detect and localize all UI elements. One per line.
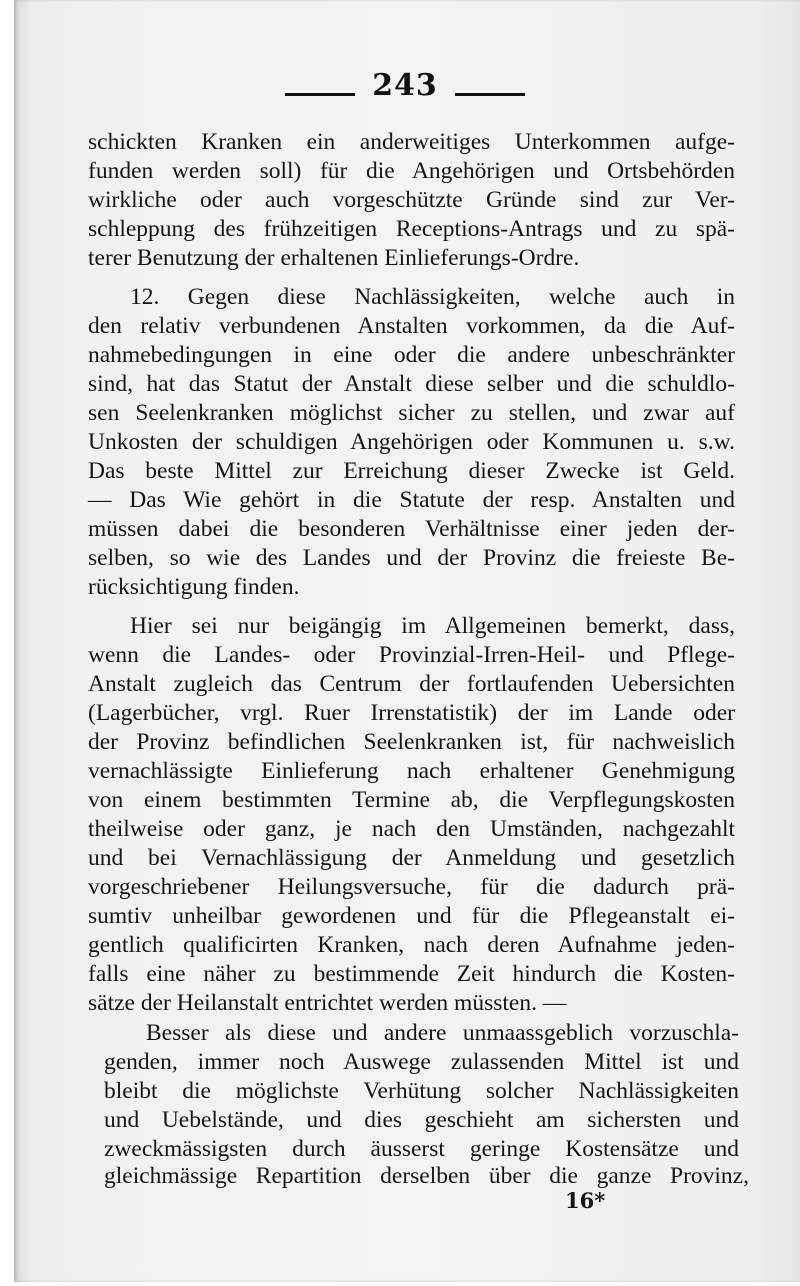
- text-line: vorgeschriebener Heilungsversuche, für die dadurch prä-: [88, 874, 735, 900]
- text-line: sätze der Heilanstalt entrichtet werden müssten. —: [88, 990, 567, 1016]
- text-line: funden werden soll) für die Angehörigen und Ortsbehörden: [88, 158, 735, 184]
- text-line: Unkosten der schuldigen Angehörigen oder Kommunen u. s.w.: [88, 429, 735, 455]
- text-line: sind, hat das Statut der Anstalt diese selber und die schuldlo-: [88, 371, 735, 397]
- text-line: zweckmässigsten durch äusserst geringe Kostensätze und: [104, 1136, 739, 1162]
- text-line: — Das Wie gehört in die Statute der resp. Anstalten und: [88, 487, 735, 513]
- text-line: (Lagerbücher, vrgl. Ruer Irrenstatistik) der im Lande oder: [88, 700, 735, 726]
- text-line: der Provinz befindlichen Seelenkranken ist, für nachweislich: [88, 729, 735, 755]
- text-line: müssen dabei die besonderen Verhältnisse einer jeden der-: [88, 516, 735, 542]
- text-line: gleichmässige Repartition derselben über die ganze Provinz,: [104, 1163, 749, 1189]
- text-line: Hier sei nur beigängig im Allgemeinen bemerkt, dass,: [130, 613, 735, 639]
- text-line: Besser als diese und andere unmaassgeblich vorzuschla-: [146, 1020, 739, 1046]
- page-header: [0, 66, 800, 106]
- text-line: und bei Vernachlässigung der Anmeldung und gesetzlich: [88, 845, 735, 871]
- text-line: von einem bestimmten Termine ab, die Verpflegungskosten: [88, 787, 735, 813]
- signature-mark: 16*: [565, 1188, 606, 1213]
- text-line: bleibt die möglichste Verhütung solcher Nachlässigkeiten: [104, 1078, 739, 1104]
- header-rule-left: [285, 93, 355, 96]
- text-line: rücksichtigung finden.: [88, 574, 300, 600]
- text-line: nahmebedingungen in eine oder die andere unbeschränkter: [88, 342, 735, 368]
- header-rule-right: [455, 93, 525, 96]
- text-line: Das beste Mittel zur Erreichung dieser Zwecke ist Geld.: [88, 458, 735, 484]
- text-line: schleppung des frühzeitigen Receptions-Antrags und zu spä-: [88, 216, 735, 242]
- text-line: terer Benutzung der erhaltenen Einlieferungs-Ordre.: [88, 245, 580, 271]
- text-line: und Uebelstände, und dies geschieht am sichersten und: [104, 1107, 739, 1133]
- text-line: genden, immer noch Auswege zulassenden Mittel ist und: [104, 1049, 739, 1075]
- text-line: selben, so wie des Landes und der Provinz die freieste Be-: [88, 545, 735, 571]
- text-line: schickten Kranken ein anderweitiges Unterkommen aufge-: [88, 129, 735, 155]
- text-line: sen Seelenkranken möglichst sicher zu stellen, und zwar auf: [88, 400, 735, 426]
- text-line: den relativ verbundenen Anstalten vorkommen, da die Auf-: [88, 313, 735, 339]
- text-line: sumtiv unheilbar gewordenen und für die Pflegeanstalt ei-: [88, 903, 735, 929]
- text-line: gentlich qualificirten Kranken, nach deren Aufnahme jeden-: [88, 932, 735, 958]
- text-line: vernachlässigte Einlieferung nach erhaltener Genehmigung: [88, 758, 735, 784]
- text-line: falls eine näher zu bestimmende Zeit hindurch die Kosten-: [88, 961, 735, 987]
- page-number: 243: [372, 68, 438, 103]
- text-line: 12. Gegen diese Nachlässigkeiten, welche auch in: [130, 284, 735, 310]
- text-line: Anstalt zugleich das Centrum der fortlaufenden Uebersichten: [88, 671, 735, 697]
- text-line: wenn die Landes- oder Provinzial-Irren-Heil- und Pflege-: [88, 642, 735, 668]
- text-line: wirkliche oder auch vorgeschützte Gründe sind zur Ver-: [88, 187, 735, 213]
- text-line: theilweise oder ganz, je nach den Umständen, nachgezahlt: [88, 816, 735, 842]
